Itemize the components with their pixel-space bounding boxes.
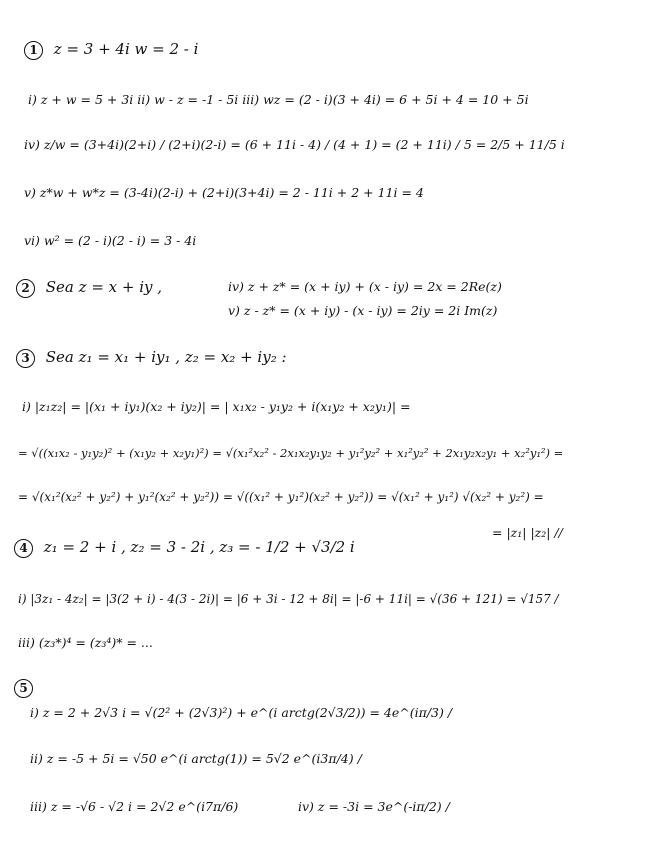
problem-1-number: 1: [24, 41, 43, 60]
problem-2-line-iv: iv) z + z* = (x + iy) + (x - iy) = 2x = 2Re(z): [228, 279, 502, 294]
problem-5-line-ii: ii) z = -5 + 5i = √50 e^(i arctg(1)) = 5√2 e^(i3π/4) /: [30, 751, 362, 766]
problem-4-line-i: i) |3z₁ - 4z₂| = |3(2 + i) - 4(3 - 2i)| = |6 + 3i - 12 + 8i| = |-6 + 11i| = √(36 + 121) = √157 /: [18, 592, 559, 606]
problem-1-line-iv: iv) z/w = (3+4i)(2+i) / (2+i)(2-i) = (6 + 11i - 4) / (4 + 1) = (2 + 11i) / 5 = 2/5 + 11/5 i: [24, 137, 565, 152]
problem-1-line-i-ii-iii: i) z + w = 5 + 3i ii) w - z = -1 - 5i iii) wz = (2 - i)(3 + 4i) = 6 + 5i + 4 = 10 + 5i: [28, 92, 529, 107]
problem-3-line-factor: = √(x₁²(x₂² + y₂²) + y₁²(x₂² + y₂²)) = √((x₁² + y₁²)(x₂² + y₂²)) = √(x₁² + y₁²) √(x₂² + y₂²) =: [18, 490, 544, 504]
problem-4-intro: z₁ = 2 + i , z₂ = 3 - 2i , z₃ = - 1/2 + √3/2 i: [43, 538, 355, 556]
problem-5-line-iii: iii) z = -√6 - √2 i = 2√2 e^(i7π/6): [30, 799, 239, 814]
problem-4-line-iii: iii) (z₃*)⁴ = (z₃⁴)* = ...: [18, 635, 153, 650]
problem-2-intro: Sea z = x + iy ,: [45, 278, 163, 296]
problem-3-line-expand: = √((x₁x₂ - y₁y₂)² + (x₁y₂ + x₂y₁)²) = √(x₁²x₂² - 2x₁x₂y₁y₂ + y₁²y₂² + x₁²y₂² + 2x₁y₂x₂y₁ + x₂²y₁²) =: [18, 446, 564, 460]
problem-2-number: 2: [16, 279, 35, 298]
problem-3-number: 3: [16, 349, 35, 368]
problem-5-line-iv: iv) z = -3i = 3e^(-iπ/2) /: [298, 799, 450, 814]
problem-4-header: [14, 538, 355, 558]
problem-1-line-vi: vi) w² = (2 - i)(2 - i) = 3 - 4i: [24, 233, 197, 248]
problem-1-header: [24, 40, 198, 60]
problem-3-result: = |z₁| |z₂| //: [492, 525, 563, 540]
problem-2-header: [16, 278, 162, 298]
problem-1-line-v: v) z*w + w*z = (3-4i)(2-i) + (2+i)(3+4i) = 2 - 11i + 2 + 11i = 4: [24, 185, 424, 200]
problem-3-intro: Sea z₁ = x₁ + iy₁ , z₂ = x₂ + iy₂ :: [45, 348, 287, 366]
problem-3-header: [16, 348, 287, 368]
problem-5-header: [14, 678, 39, 698]
problem-4-number: 4: [14, 539, 33, 558]
problem-3-line-i: i) |z₁z₂| = |(x₁ + iy₁)(x₂ + iy₂)| = | x₁x₂ - y₁y₂ + i(x₁y₂ + x₂y₁)| =: [22, 399, 411, 414]
problem-5-number: 5: [14, 679, 33, 698]
problem-5-line-i: i) z = 2 + 2√3 i = √(2² + (2√3)²) + e^(i arctg(2√3/2)) = 4e^(iπ/3) /: [30, 705, 453, 720]
problem-1-given: z = 3 + 4i w = 2 - i: [53, 40, 199, 58]
problem-2-line-v: v) z - z* = (x + iy) - (x - iy) = 2iy = 2i Im(z): [228, 303, 498, 318]
